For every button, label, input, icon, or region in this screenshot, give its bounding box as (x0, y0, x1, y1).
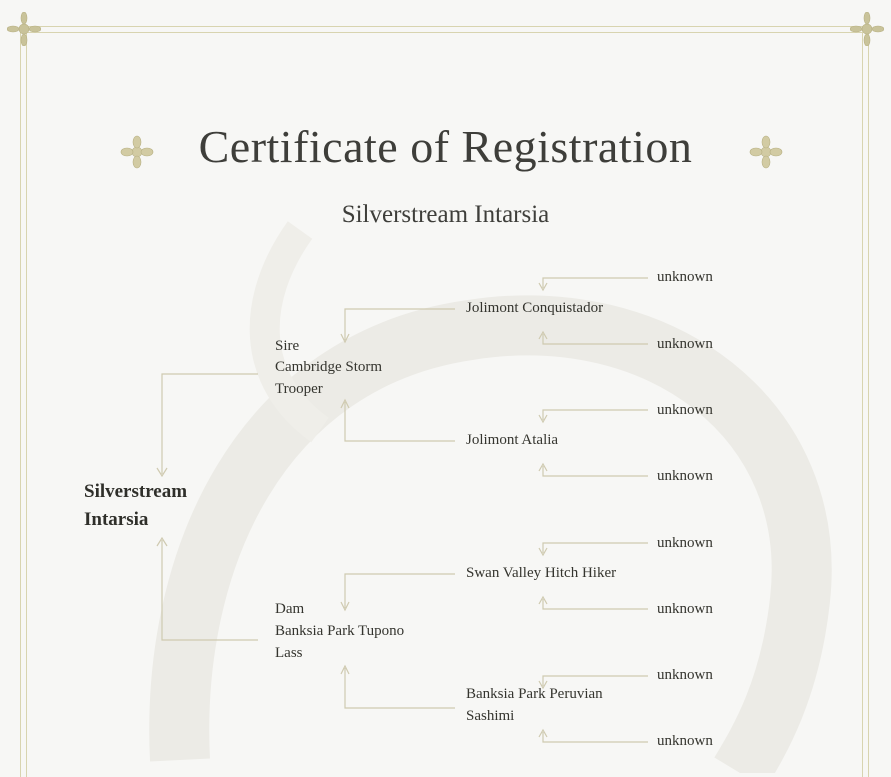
certificate-title: Certificate of Registration (198, 121, 693, 172)
dam-label: Dam (275, 601, 305, 617)
sire-label: Sire (275, 338, 300, 354)
dam-name-line1: Banksia Park Tupono (275, 623, 405, 639)
great-grandparent-name: unknown (657, 535, 713, 551)
paternal-grandsire-name: Jolimont Conquistador (466, 300, 604, 316)
great-grandparent-name: unknown (657, 468, 713, 484)
great-grandparent-name: unknown (657, 667, 713, 683)
great-grandparent-name: unknown (657, 269, 713, 285)
maternal-granddam-name-line1: Banksia Park Peruvian (466, 686, 603, 702)
maternal-granddam-name-line2: Sashimi (466, 708, 515, 724)
great-grandparent-name: unknown (657, 336, 713, 352)
paternal-granddam-name: Jolimont Atalia (466, 432, 559, 448)
sire-name-line2: Trooper (275, 381, 323, 397)
maternal-grandsire-name: Swan Valley Hitch Hiker (466, 565, 617, 581)
great-grandparent-name: unknown (657, 733, 713, 749)
certificate-subtitle: Silverstream Intarsia (341, 201, 550, 228)
dam-name-line2: Lass (275, 645, 303, 661)
great-grandparent-name: unknown (657, 601, 713, 617)
sire-name-line1: Cambridge Storm (275, 359, 383, 375)
subject-name: Silverstream Intarsia (84, 481, 188, 530)
great-grandparent-name: unknown (657, 402, 713, 418)
